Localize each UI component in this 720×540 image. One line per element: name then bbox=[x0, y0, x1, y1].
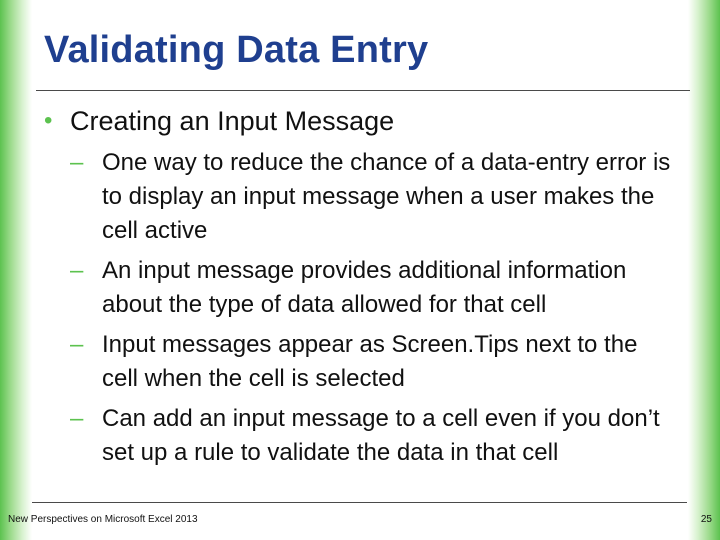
dash-marker: – bbox=[70, 257, 84, 284]
left-accent-bar bbox=[0, 0, 32, 540]
page-number: 25 bbox=[700, 514, 712, 525]
right-accent-bar bbox=[688, 0, 720, 540]
sub-bullet-text: An input message provides additional information about the type of data allowed for that cell bbox=[102, 257, 627, 318]
sub-bullet-text: One way to reduce the chance of a data-entry error is to display an input message when a user makes the cell active bbox=[102, 149, 671, 244]
slide-content bbox=[44, 104, 684, 476]
dash-marker: – bbox=[70, 149, 84, 176]
sub-bullet-item bbox=[70, 254, 684, 322]
dash-marker: – bbox=[70, 405, 84, 432]
sub-bullet-list bbox=[70, 146, 684, 470]
sub-bullet-item bbox=[70, 402, 684, 470]
sub-bullet-text: Input messages appear as Screen.Tips next to the cell when the cell is selected bbox=[102, 331, 638, 392]
title-divider bbox=[36, 90, 690, 91]
footer-book-title: New Perspectives on Microsoft Excel 2013 bbox=[8, 514, 198, 525]
sub-bullet-text: Can add an input message to a cell even if you don’t set up a rule to validate the data in that cell bbox=[102, 405, 660, 466]
sub-bullet-item bbox=[70, 328, 684, 396]
slide-title: Validating Data Entry bbox=[44, 29, 429, 71]
dash-marker: – bbox=[70, 331, 84, 358]
bullet-text: Creating an Input Message bbox=[70, 106, 395, 136]
footer-divider bbox=[32, 502, 687, 503]
bullet-item bbox=[44, 104, 684, 138]
sub-bullet-item bbox=[70, 146, 684, 248]
bullet-marker: • bbox=[44, 107, 53, 134]
